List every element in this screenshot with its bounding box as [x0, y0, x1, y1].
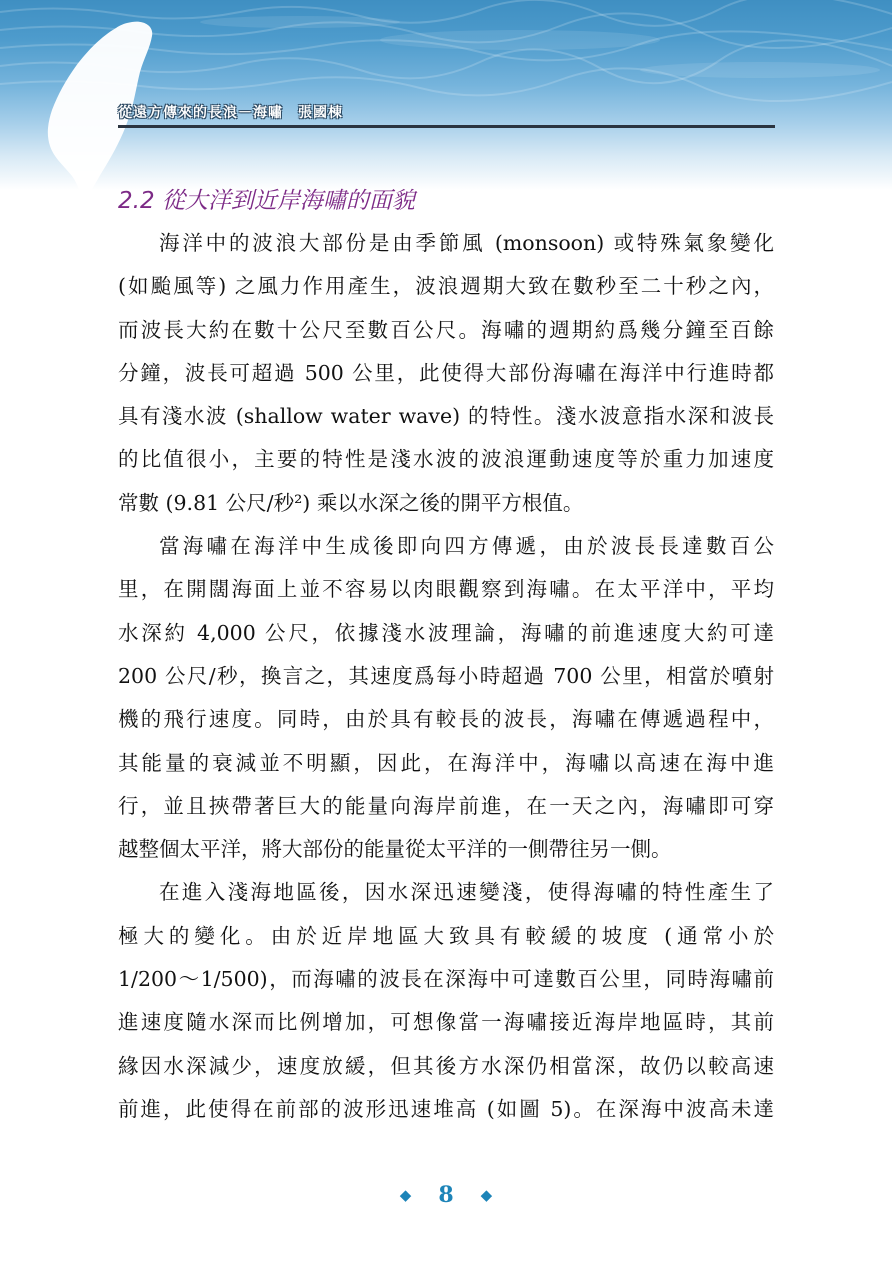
text-line: 1/200～1/500)，而海嘯的波長在深海中可達數百公里，同時海嘯前: [118, 967, 774, 992]
section-heading: 2.2 從大洋到近岸海嘯的面貌: [118, 188, 415, 214]
paragraph-1: [118, 222, 774, 525]
text-line: 而波長大約在數十公尺至數百公尺。海嘯的週期約爲幾分鐘至百餘: [118, 317, 774, 342]
header-divider: [118, 125, 775, 128]
text-line: 進速度隨水深而比例增加，可想像當一海嘯接近海岸地區時，其前: [118, 1010, 774, 1035]
text-line: 里，在開闊海面上並不容易以肉眼觀察到海嘯。在太平洋中，平均: [118, 577, 774, 602]
paragraph-2: [118, 525, 774, 871]
diamond-right-icon: ◆: [480, 1186, 493, 1204]
text-line: 具有淺水波 (shallow water wave) 的特性。淺水波意指水深和波長: [118, 404, 774, 429]
text-line: 其能量的衰減並不明顯，因此，在海洋中，海嘯以高速在海中進: [118, 750, 774, 775]
page-number: 8: [438, 1182, 454, 1208]
body-text: [118, 222, 774, 1131]
text-line: 行，並且挾帶著巨大的能量向海岸前進，在一天之內，海嘯即可穿: [118, 793, 774, 818]
text-line: 緣因水深減少，速度放緩，但其後方水深仍相當深，故仍以較高速: [118, 1053, 774, 1078]
text-line: 機的飛行速度。同時，由於具有較長的波長，海嘯在傳遞過程中，: [118, 707, 774, 732]
text-line: 水深約 4,000 公尺，依據淺水波理論，海嘯的前進速度大約可達: [118, 620, 774, 645]
header-banner: [0, 0, 892, 190]
text-line: 越整個太平洋，將大部份的能量從太平洋的一側帶往另一側。: [118, 837, 672, 862]
paragraph-3: [118, 871, 774, 1131]
text-line: 在進入淺海地區後，因水深迅速變淺，使得海嘯的特性產生了: [159, 880, 774, 905]
text-line: 極大的變化。由於近岸地區大致具有較緩的坡度 (通常小於: [118, 923, 774, 948]
diamond-left-icon: ◆: [399, 1186, 412, 1204]
text-line: 前進，此使得在前部的波形迅速堆高 (如圖 5)。在深海中波高未達: [118, 1096, 774, 1121]
page-footer: [0, 1182, 892, 1208]
text-line: 分鐘，波長可超過 500 公里，此使得大部份海嘯在海洋中行進時都: [118, 360, 774, 385]
text-line: 200 公尺/秒，換言之，其速度爲每小時超過 700 公里，相當於噴射: [118, 663, 774, 688]
text-line: (如颱風等) 之風力作用產生，波浪週期大致在數秒至二十秒之內，: [118, 274, 774, 299]
text-line: 當海嘯在海洋中生成後即向四方傳遞，由於波長長達數百公: [159, 534, 774, 559]
running-header-title: 從遠方傳來的長浪－海嘯 張國棟: [118, 105, 343, 121]
text-line: 常數 (9.81 公尺/秒²) 乘以水深之後的開平方根值。: [118, 490, 584, 515]
text-line: 的比值很小，主要的特性是淺水波的波浪運動速度等於重力加速度: [118, 447, 774, 472]
text-line: 海洋中的波浪大部份是由季節風 (monsoon) 或特殊氣象變化: [159, 231, 774, 255]
